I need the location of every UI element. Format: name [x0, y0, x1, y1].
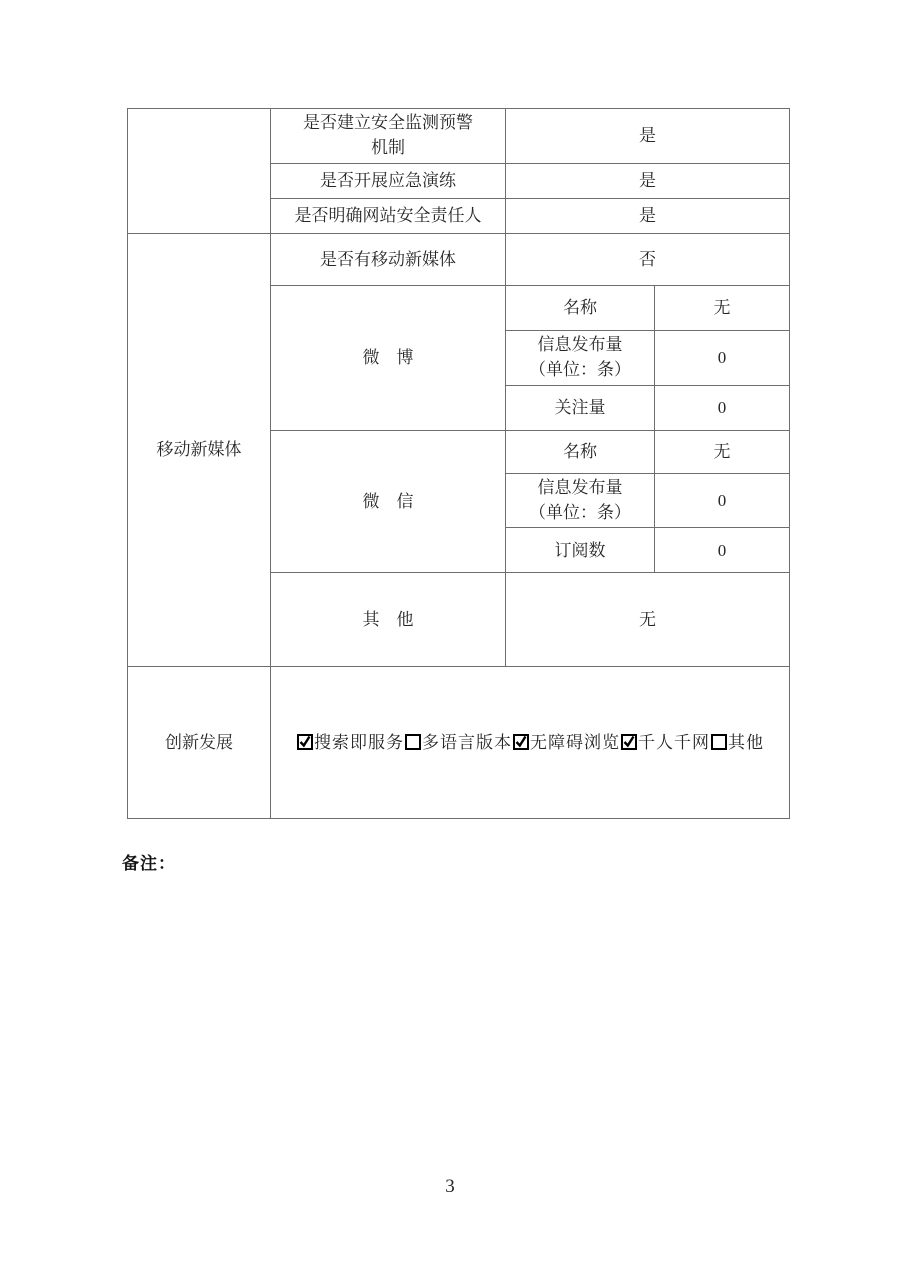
notes-label: 备注： — [122, 854, 176, 873]
checkbox-checked-icon — [621, 734, 637, 750]
weibo-name-label-cell: 名称 — [506, 286, 655, 331]
innovation-options-cell — [271, 667, 790, 819]
innovation-option-label: 千人千网 — [638, 733, 710, 753]
label-line: 是否建立安全监测预警 — [303, 113, 473, 133]
weibo-posts-label-cell — [506, 331, 655, 386]
table-row — [128, 234, 790, 286]
security-officer-label-cell: 是否明确网站安全责任人 — [271, 199, 506, 234]
label-line: 机制 — [371, 138, 405, 157]
emergency-drill-value-cell: 是 — [506, 164, 790, 199]
wechat-subscribers-value-cell: 0 — [655, 528, 790, 573]
weibo-name-value-cell: 无 — [655, 286, 790, 331]
weibo-followers-value-cell: 0 — [655, 386, 790, 431]
emergency-drill-label-cell: 是否开展应急演练 — [271, 164, 506, 199]
checkbox-unchecked-icon — [405, 734, 421, 750]
wechat-subscribers-label-cell: 订阅数 — [506, 528, 655, 573]
weibo-followers-label-cell: 关注量 — [506, 386, 655, 431]
weibo-posts-value-cell: 0 — [655, 331, 790, 386]
table-row — [128, 667, 790, 819]
innovation-option-label: 其他 — [728, 733, 764, 753]
other-media-label-cell: 其 他 — [271, 573, 506, 667]
wechat-name-label-cell: 名称 — [506, 431, 655, 474]
wechat-header-cell: 微 信 — [271, 431, 506, 573]
mobile-media-section-header-cell: 移动新媒体 — [128, 234, 271, 667]
innovation-option-label: 无障碍浏览 — [530, 733, 620, 753]
security-monitor-label-cell — [271, 109, 506, 164]
security-monitor-value-cell: 是 — [506, 109, 790, 164]
label-line: 信息发布量 — [537, 335, 623, 355]
checkbox-checked-icon — [513, 734, 529, 750]
label-line: （单位：条） — [529, 360, 631, 379]
annual-report-table — [127, 108, 790, 819]
innovation-section-header-cell: 创新发展 — [128, 667, 271, 819]
wechat-name-value-cell: 无 — [655, 431, 790, 474]
has-mobile-media-label-cell: 是否有移动新媒体 — [271, 234, 506, 286]
page-number: 3 — [445, 1176, 455, 1197]
innovation-options — [277, 730, 783, 756]
checkbox-unchecked-icon — [711, 734, 727, 750]
label-line: （单位：条） — [529, 502, 631, 522]
section-header-cell-empty — [128, 109, 271, 234]
checkbox-checked-icon — [297, 734, 313, 750]
innovation-option-label: 多语言版本 — [422, 733, 512, 753]
weibo-header-cell: 微 博 — [271, 286, 506, 431]
security-officer-value-cell: 是 — [506, 199, 790, 234]
has-mobile-media-value-cell: 否 — [506, 234, 790, 286]
label-line: 信息发布量 — [537, 478, 623, 497]
innovation-option-label: 搜索即服务 — [314, 733, 404, 753]
table-row — [128, 109, 790, 164]
other-media-value-cell: 无 — [506, 573, 790, 667]
wechat-posts-value-cell: 0 — [655, 474, 790, 528]
wechat-posts-label-cell — [506, 474, 655, 528]
